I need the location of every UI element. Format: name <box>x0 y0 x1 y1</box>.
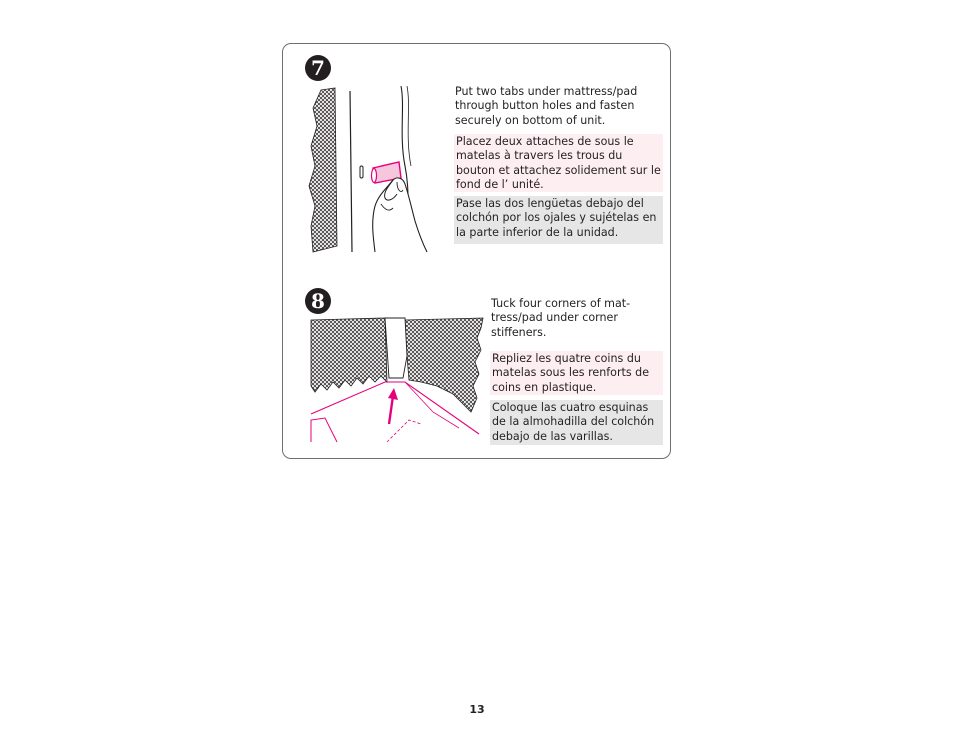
page-number: 13 <box>469 703 485 716</box>
step-7-english-text: Put two tabs under mattress/pad through button holes and fasten securely on bottom of unit. <box>455 85 638 127</box>
step-8-illustration <box>309 316 489 446</box>
step-8-english-text: Tuck four corners of mat-tress/pad under corner stiffeners. <box>491 297 631 339</box>
instructions-panel <box>282 43 671 459</box>
step-7-illustration <box>293 86 443 286</box>
step-8-badge: 8 <box>305 288 331 314</box>
step-7-badge: 7 <box>305 55 331 81</box>
step-7-french-text: Placez deux attaches de sous le matelas à travers les trous du bouton et attachez solidement sur le fond de l’ unité. <box>454 134 663 192</box>
step-8-spanish-text: Coloque las cuatro esquinas de la almohadilla del colchón debajo de las varillas. <box>490 400 663 445</box>
step-8-french-text: Repliez les quatre coins du matelas sous les renforts de coins en plastique. <box>490 351 663 395</box>
step-7-spanish-text: Pase las dos lengüetas debajo del colchón por los ojales y sujételas en la parte inferior de la unidad. <box>454 196 663 244</box>
